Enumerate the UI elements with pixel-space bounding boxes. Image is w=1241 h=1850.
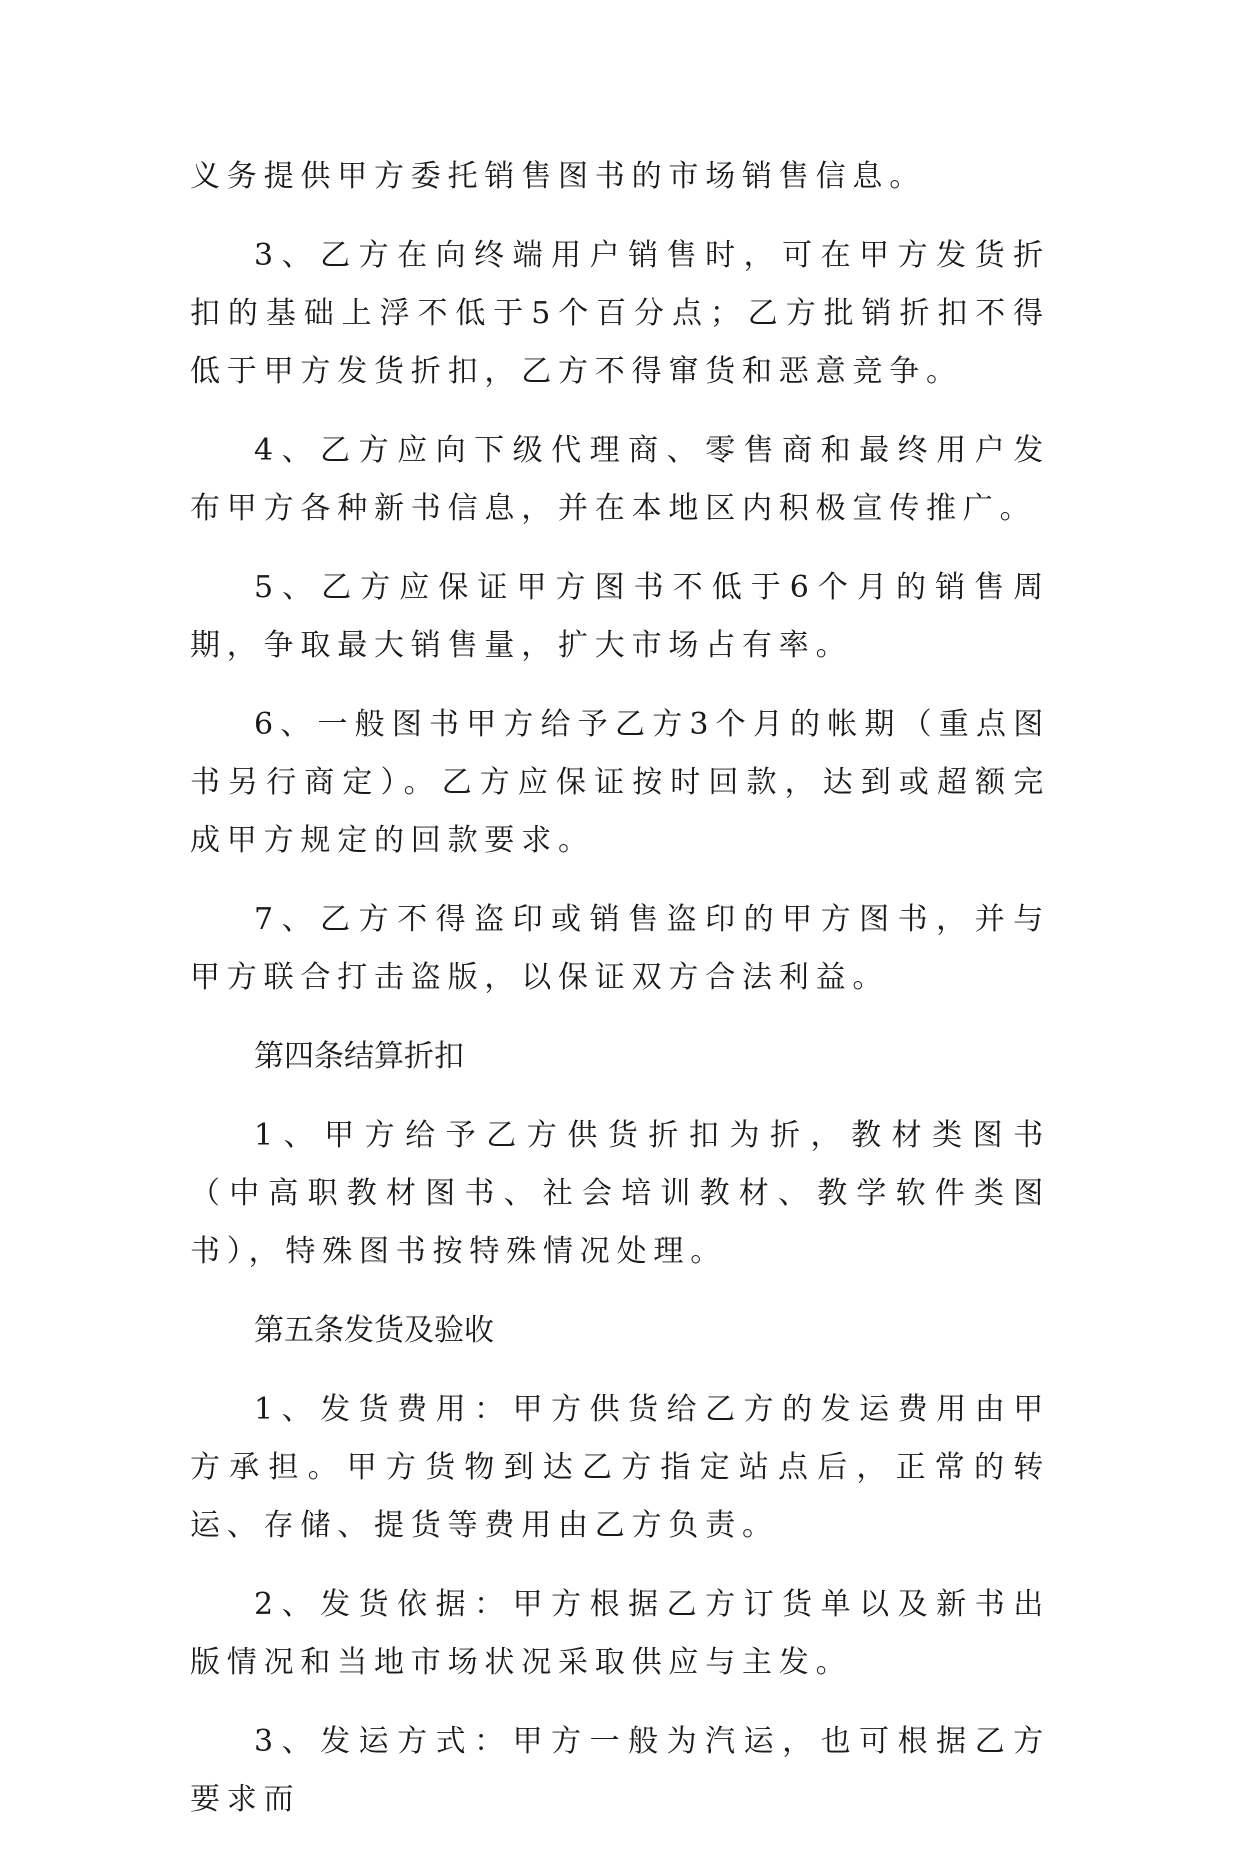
document-page [190, 148, 1050, 1850]
section-heading-article-4: 第四条结算折扣 [254, 1039, 464, 1074]
clause-item-2-shipping-basis: 2、发货依据：甲方根据乙方订货单以及新书出版情况和当地市场状况采取供应与主发。 [190, 1587, 1050, 1680]
clause-item-5: 5、乙方应保证甲方图书不低于6个月的销售周期，争取最大销售量，扩大市场占有率。 [190, 570, 1050, 663]
paragraph-continuation: 义务提供甲方委托销售图书的市场销售信息。 [190, 159, 926, 194]
clause-item-1-discount: 1、甲方给予乙方供货折扣为折，教材类图书（中高职教材图书、社会培训教材、教学软件类图书），特殊图书按特殊情况处理。 [190, 1118, 1050, 1269]
section-heading-article-5: 第五条发货及验收 [254, 1313, 494, 1348]
clause-item-7: 7、乙方不得盗印或销售盗印的甲方图书，并与甲方联合打击盗版，以保证双方合法利益。 [190, 902, 1050, 995]
clause-item-3: 3、乙方在向终端用户销售时，可在甲方发货折扣的基础上浮不低于5个百分点；乙方批销折扣不得低于甲方发货折扣，乙方不得窜货和恶意竞争。 [190, 238, 1050, 389]
clause-item-4: 4、乙方应向下级代理商、零售商和最终用户发布甲方各种新书信息，并在本地区内积极宣传推广。 [190, 433, 1050, 526]
clause-item-6: 6、一般图书甲方给予乙方3个月的帐期（重点图书另行商定）。乙方应保证按时回款，达到或超额完成甲方规定的回款要求。 [190, 707, 1050, 858]
clause-item-3-shipping-method: 3、发运方式：甲方一般为汽运，也可根据乙方要求而 [190, 1724, 1050, 1817]
clause-item-1-shipping-cost: 1、发货费用：甲方供货给乙方的发运费用由甲方承担。甲方货物到达乙方指定站点后，正常的转运、存储、提货等费用由乙方负责。 [190, 1392, 1050, 1543]
